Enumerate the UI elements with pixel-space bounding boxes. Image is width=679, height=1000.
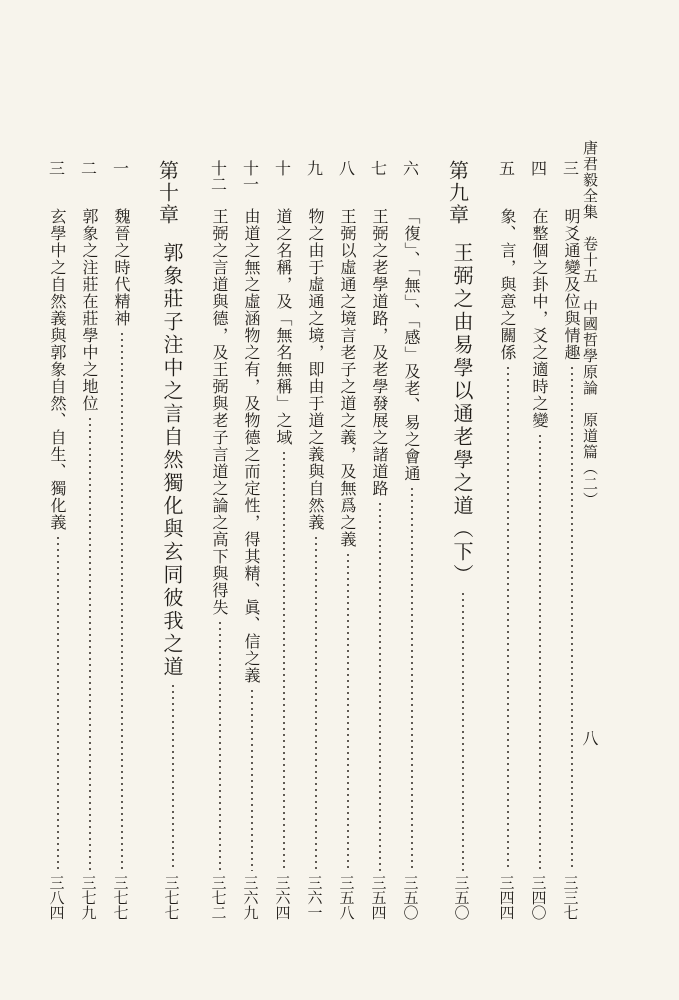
toc-chapter <box>155 160 187 920</box>
toc-entry-page: 三四四 <box>497 875 516 920</box>
toc-entry <box>400 160 423 920</box>
leader-dots <box>57 535 59 871</box>
toc-entry-title: 王弼之言道與德，及王弼與老子言道之論之高下與得失 <box>210 208 229 616</box>
leader-dots <box>283 450 285 871</box>
toc-entry-title: 物之由于虛通之境，即由于道之義與自然義 <box>306 208 325 531</box>
leader-dots <box>462 591 464 871</box>
leader-dots <box>251 688 253 871</box>
toc-entry-number: 第十章 <box>155 160 180 226</box>
toc-entry-title: 由道之無之虛涵物之有，及物德之而定性，得其精、眞、信之義 <box>242 208 261 684</box>
leader-dots <box>571 365 573 871</box>
toc-entry-title: 王弼以虛通之境言老子之道之義，及無爲之義 <box>338 208 357 548</box>
toc-entry <box>496 160 519 920</box>
leader-dots <box>539 433 541 871</box>
leader-dots <box>507 365 509 871</box>
toc-entry-number: 十一 <box>240 160 260 192</box>
toc-entry-page: 三四〇 <box>529 875 548 920</box>
toc-entry-page: 三五〇 <box>452 875 471 920</box>
toc-entry-title: 郭象之注莊在莊學中之地位 <box>80 208 99 412</box>
toc-entry-page: 三六一 <box>305 875 324 920</box>
toc-entry-number: 十 <box>272 160 292 176</box>
toc-entry-page: 三七二 <box>209 875 228 920</box>
leader-dots <box>172 683 174 871</box>
toc-entry-number: 二 <box>78 160 98 176</box>
leader-dots <box>219 620 221 871</box>
toc-entry-number: 十二 <box>208 160 228 192</box>
leader-dots <box>347 552 349 871</box>
toc-entry-number: 五 <box>496 160 516 176</box>
toc-entry-page: 三七九 <box>79 875 98 920</box>
toc-chapter <box>445 160 477 920</box>
toc-entry-title: 王弼之由易學以通老學之道（下） <box>450 242 474 587</box>
toc-entry <box>336 160 359 920</box>
toc-entry <box>208 160 231 920</box>
leader-dots <box>411 486 413 871</box>
toc-entry-page: 三七七 <box>162 875 181 920</box>
toc-entry-title: 郭象莊子注中之言自然獨化與玄同彼我之道 <box>160 242 184 679</box>
toc-entry-number: 一 <box>110 160 130 176</box>
toc-entry <box>304 160 327 920</box>
toc-entry-page: 三八四 <box>47 875 66 920</box>
leader-dots <box>121 331 123 871</box>
toc-entry <box>528 160 551 920</box>
toc-entry <box>240 160 263 920</box>
toc-entry-title: 明爻通變及位與情趣 <box>562 208 581 361</box>
toc-entry-number: 第九章 <box>445 160 470 226</box>
toc-entry <box>560 160 583 920</box>
toc-entry <box>78 160 101 920</box>
toc-entry-number: 六 <box>400 160 420 176</box>
leader-dots <box>379 501 381 871</box>
toc-entry-title: 象、言，與意之關係 <box>498 208 517 361</box>
toc-entry-title: 道之名稱，及「無名無稱」之域 <box>274 208 293 446</box>
toc-entry-page: 三五四 <box>369 875 388 920</box>
toc-entry-title: 王弼之老學道路，及老學發展之諸道路 <box>370 208 389 497</box>
toc-entry <box>46 160 69 920</box>
toc-entry-page: 三五八 <box>337 875 356 920</box>
toc-entry <box>110 160 133 920</box>
toc-entry-page: 三三七 <box>561 875 580 920</box>
toc-entry-page: 三六四 <box>273 875 292 920</box>
toc-entry <box>368 160 391 920</box>
page-number: 八 <box>580 730 599 746</box>
toc-entry-title: 在整個之卦中，爻之適時之變 <box>530 208 549 429</box>
toc-entry-page: 三七七 <box>111 875 130 920</box>
toc-entry-title: 玄學中之自然義與郭象自然、自生、獨化義 <box>48 208 67 531</box>
leader-dots <box>89 416 91 871</box>
running-header: 唐君毅全集 卷十五 中國哲學原論 原道篇（二） <box>581 140 599 508</box>
toc-entry-number: 三 <box>560 160 580 176</box>
leader-dots <box>315 535 317 871</box>
toc-entry <box>272 160 295 920</box>
toc-entry-title: 「復」、「無」、「感」及老、易之會通 <box>402 208 421 482</box>
toc-entry-number: 三 <box>46 160 66 176</box>
toc-entry-number: 八 <box>336 160 356 176</box>
toc-entry-number: 九 <box>304 160 324 176</box>
toc-entry-title: 魏晉之時代精神 <box>112 208 131 327</box>
toc-entry-page: 三六九 <box>241 875 260 920</box>
toc-entry-page: 三五〇 <box>401 875 420 920</box>
toc-entry-number: 七 <box>368 160 388 176</box>
toc-entry-number: 四 <box>528 160 548 176</box>
